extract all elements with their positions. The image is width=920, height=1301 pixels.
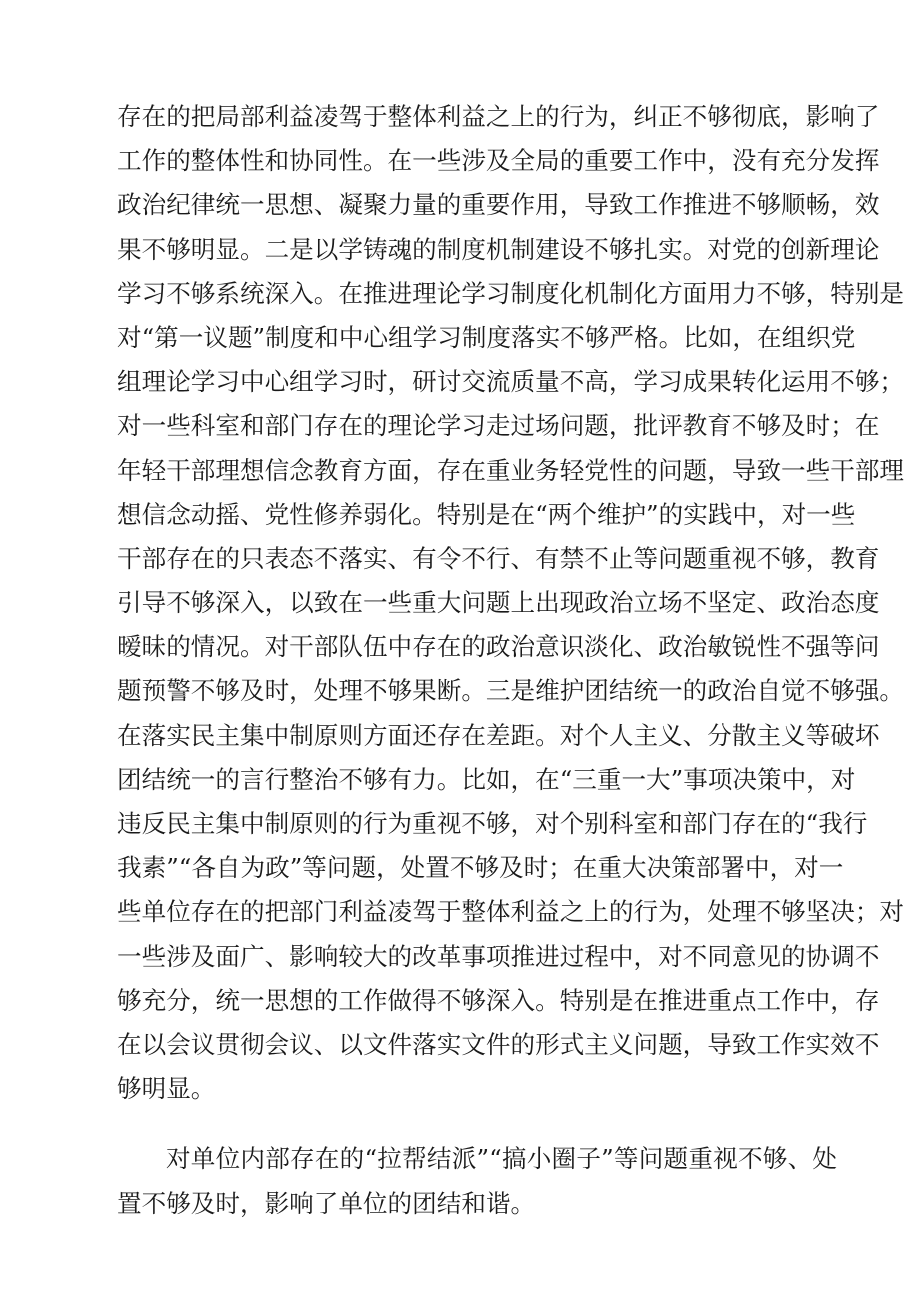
text-line: 违反民主集中制原则的行为重视不够，对个别科室和部门存在的“我行 xyxy=(117,809,868,838)
text-line: 对“第一议题”制度和中心组学习制度落实不够严格。比如，在组织党 xyxy=(117,322,856,352)
text-line: 年轻干部理想信念教育方面，存在重业务轻党性的问题，导致一些干部理 xyxy=(117,455,905,485)
text-line: 学习不够系统深入。在推进理论学习制度化机制化方面用力不够，特别是 xyxy=(117,278,905,308)
text-line: 干部存在的只表态不落实、有令不行、有禁不止等问题重视不够，教育 xyxy=(117,543,880,573)
text-line: 想信念动摇、党性修养弱化。特别是在“两个维护”的实践中，对一些 xyxy=(117,499,856,529)
text-line: 存在的把局部利益凌驾于整体利益之上的行为，纠正不够彻底，影响了 xyxy=(117,102,880,131)
text-line: 些单位存在的把部门利益凌驾于整体利益之上的行为，处理不够坚决；对 xyxy=(117,897,905,927)
text-line: 题预警不够及时，处理不够果断。三是维护团结统一的政治自觉不够强。 xyxy=(117,676,905,706)
text-line: 对一些科室和部门存在的理论学习走过场问题，批评教育不够及时；在 xyxy=(117,411,880,441)
text-line: 团结统一的言行整治不够有力。比如，在“三重一大”事项决策中，对 xyxy=(117,764,856,794)
text-line: 果不够明显。二是以学铸魂的制度机制建设不够扎实。对党的创新理论 xyxy=(117,234,880,264)
text-line: 够充分，统一思想的工作做得不够深入。特别是在推进重点工作中，存 xyxy=(117,985,880,1015)
text-line: 置不够及时，影响了单位的团结和谐。 xyxy=(117,1188,536,1218)
text-line: 政治纪律统一思想、凝聚力量的重要作用，导致工作推进不够顺畅，效 xyxy=(117,190,880,220)
text-line: 组理论学习中心组学习时，研讨交流质量不高，学习成果转化运用不够； xyxy=(117,367,905,397)
document-body xyxy=(117,95,905,1226)
text-line: 工作的整体性和协同性。在一些涉及全局的重要工作中，没有充分发挥 xyxy=(117,146,880,176)
text-line: 在落实民主集中制原则方面还存在差距。对个人主义、分散主义等破坏 xyxy=(117,720,880,750)
text-line: 我素”“各自为政”等问题，处置不够及时；在重大决策部署中，对一 xyxy=(117,853,844,883)
text-line: 引导不够深入，以致在一些重大问题上出现政治立场不坚定、政治态度 xyxy=(117,588,880,618)
text-line: 在以会议贯彻会议、以文件落实文件的形式主义问题，导致工作实效不 xyxy=(117,1029,880,1059)
paragraph-2 xyxy=(117,1137,837,1225)
text-line: 暧昧的情况。对干部队伍中存在的政治意识淡化、政治敏锐性不强等问 xyxy=(117,632,880,662)
text-line: 对单位内部存在的“拉帮结派”“搞小圈子”等问题重视不够、处 xyxy=(166,1144,837,1174)
text-line: 够明显。 xyxy=(117,1074,216,1104)
paragraph-1 xyxy=(117,95,905,1111)
text-line: 一些涉及面广、影响较大的改革事项推进过程中，对不同意见的协调不 xyxy=(117,941,880,971)
